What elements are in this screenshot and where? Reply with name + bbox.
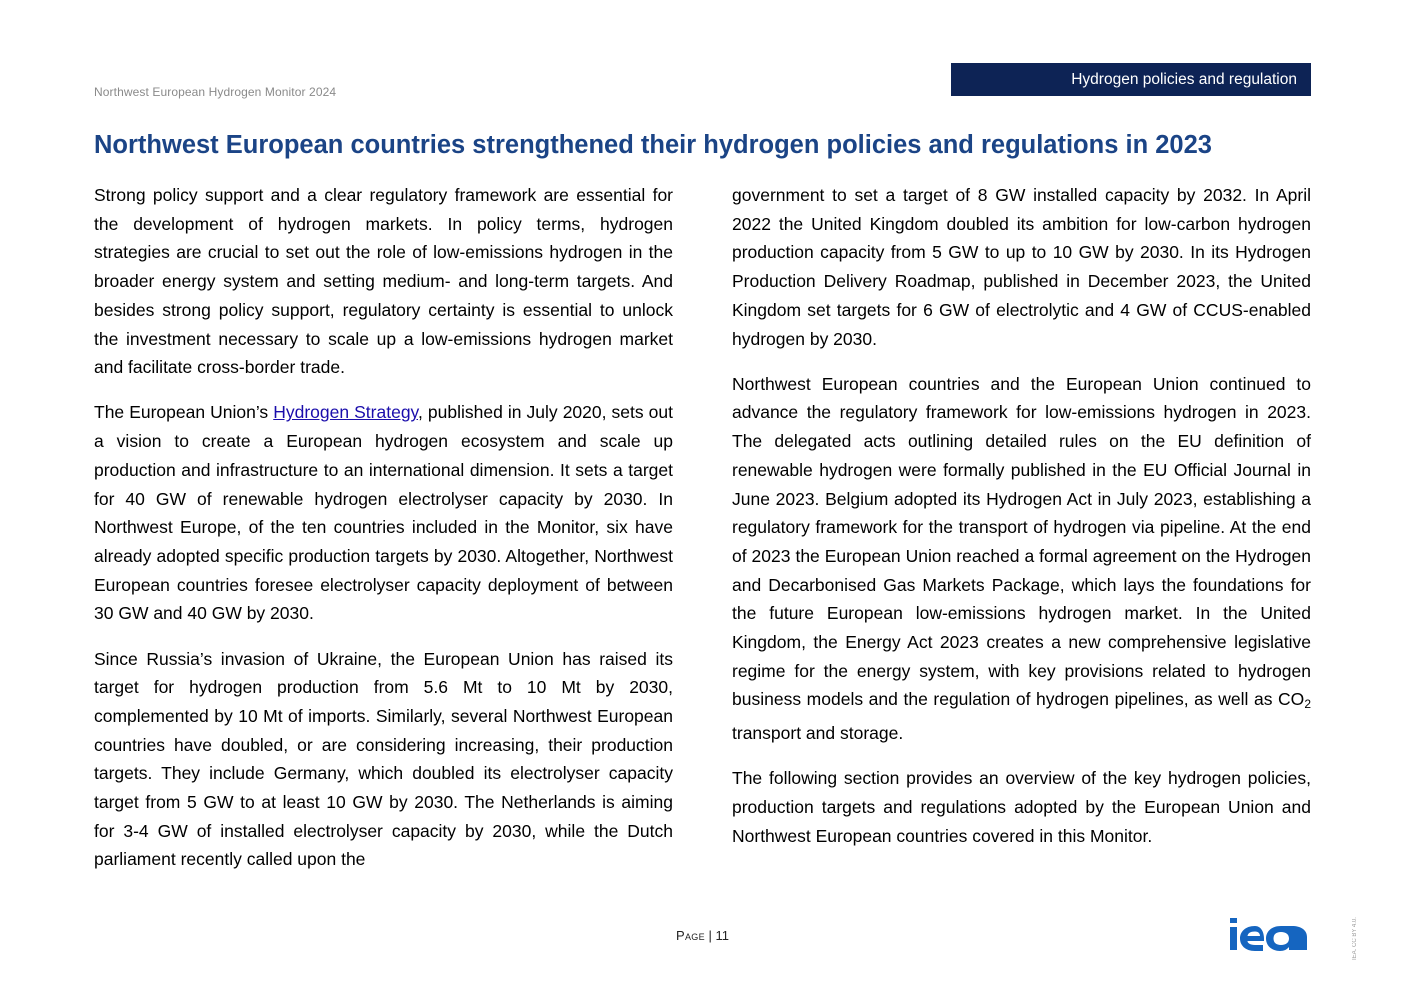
- paragraph-regulatory-framework: [732, 370, 1311, 748]
- page-number-value: 11: [715, 928, 729, 943]
- page-separator: |: [704, 928, 716, 943]
- paragraph-text: The European Union’s: [94, 402, 274, 423]
- left-column: [94, 181, 673, 891]
- page-title: Northwest European countries strengthened their hydrogen policies and regulations in 2023: [94, 131, 1212, 159]
- paragraph-text: , published in July 2020, sets out a vision to create a European hydrogen ecosystem and scale up production and infrastructure to an international dimension. It sets a target for 40 GW of renewable hydrogen electrolyser capacity by 2030. In Northwest Europe, of the ten countries included in the Monitor, six have already adopted specific production targets by 2030. Altogether, Northwest European countries foresee electrolyser capacity deployment of between 30 GW and 40 GW by 2030.: [94, 402, 673, 624]
- paragraph-eu-strategy: [94, 398, 673, 628]
- paragraph-section-overview: The following section provides an overview of the key hydrogen policies, production targets and regulations adopted by the European Union and Northwest European countries covered in this Monitor.: [732, 768, 1311, 846]
- hydrogen-strategy-link[interactable]: Hydrogen Strategy: [273, 402, 419, 423]
- paragraph-policy-support: Strong policy support and a clear regulatory framework are essential for the development of hydrogen markets. In policy terms, hydrogen strategies are crucial to set out the role of low-emissions hydrogen in the broader energy system and setting medium- and long-term targets. And besides strong policy support, regulatory certainty is essential to unlock the investment necessary to scale up a low-emissions hydrogen market and facilitate cross-border trade.: [94, 185, 673, 378]
- section-label-band: Hydrogen policies and regulation: [951, 63, 1311, 96]
- paragraph-text: transport and storage.: [732, 723, 904, 744]
- iea-logo: [1229, 917, 1309, 951]
- paragraph-targets-raised: Since Russia’s invasion of Ukraine, the European Union has raised its target for hydrogen production from 5.6 Mt to 10 Mt by 2030, complemented by 10 Mt of imports. Similarly, several Northwest European countries have doubled, or are considering increasing, their production targets. They include Germany, which doubled its electrolyser capacity target from 5 GW to at least 10 GW by 2030. The Netherlands is aiming for 3-4 GW of installed electrolyser capacity by 2030, while the Dutch parliament recently called upon the: [94, 648, 673, 870]
- license-note: IEA. CC BY 4.0.: [1352, 917, 1358, 960]
- running-header: Northwest European Hydrogen Monitor 2024: [94, 85, 337, 99]
- paragraph-uk-targets: government to set a target of 8 GW installed capacity by 2032. In April 2022 the United Kingdom doubled its ambition for low-carbon hydrogen production capacity from 5 GW to up to 10 GW by 2030. In its Hydrogen Production Delivery Roadmap, published in December 2023, the United Kingdom set targets for 6 GW of electrolytic and 4 GW of CCUS-enabled hydrogen by 2030.: [732, 185, 1311, 349]
- paragraph-text: Northwest European countries and the European Union continued to advance the regulatory framework for low-emissions hydrogen in 2023. The delegated acts outlining detailed rules on the EU definition of renewable hydrogen were formally published in the EU Official Journal in June 2023. Belgium adopted its Hydrogen Act in July 2023, establishing a regulatory framework for the transport of hydrogen via pipeline. At the end of 2023 the European Union reached a formal agreement on the Hydrogen and Decarbonised Gas Markets Package, which lays the foundations for the future European low-emissions hydrogen market. In the United Kingdom, the Energy Act 2023 creates a new comprehensive legislative regime for the energy system, with key provisions related to hydrogen business models and the regulation of hydrogen pipelines, as well as CO: [732, 373, 1311, 710]
- page-label: Page: [676, 928, 705, 943]
- right-column: [732, 181, 1311, 867]
- page-number: [676, 928, 729, 943]
- subscript-2: 2: [1304, 697, 1311, 712]
